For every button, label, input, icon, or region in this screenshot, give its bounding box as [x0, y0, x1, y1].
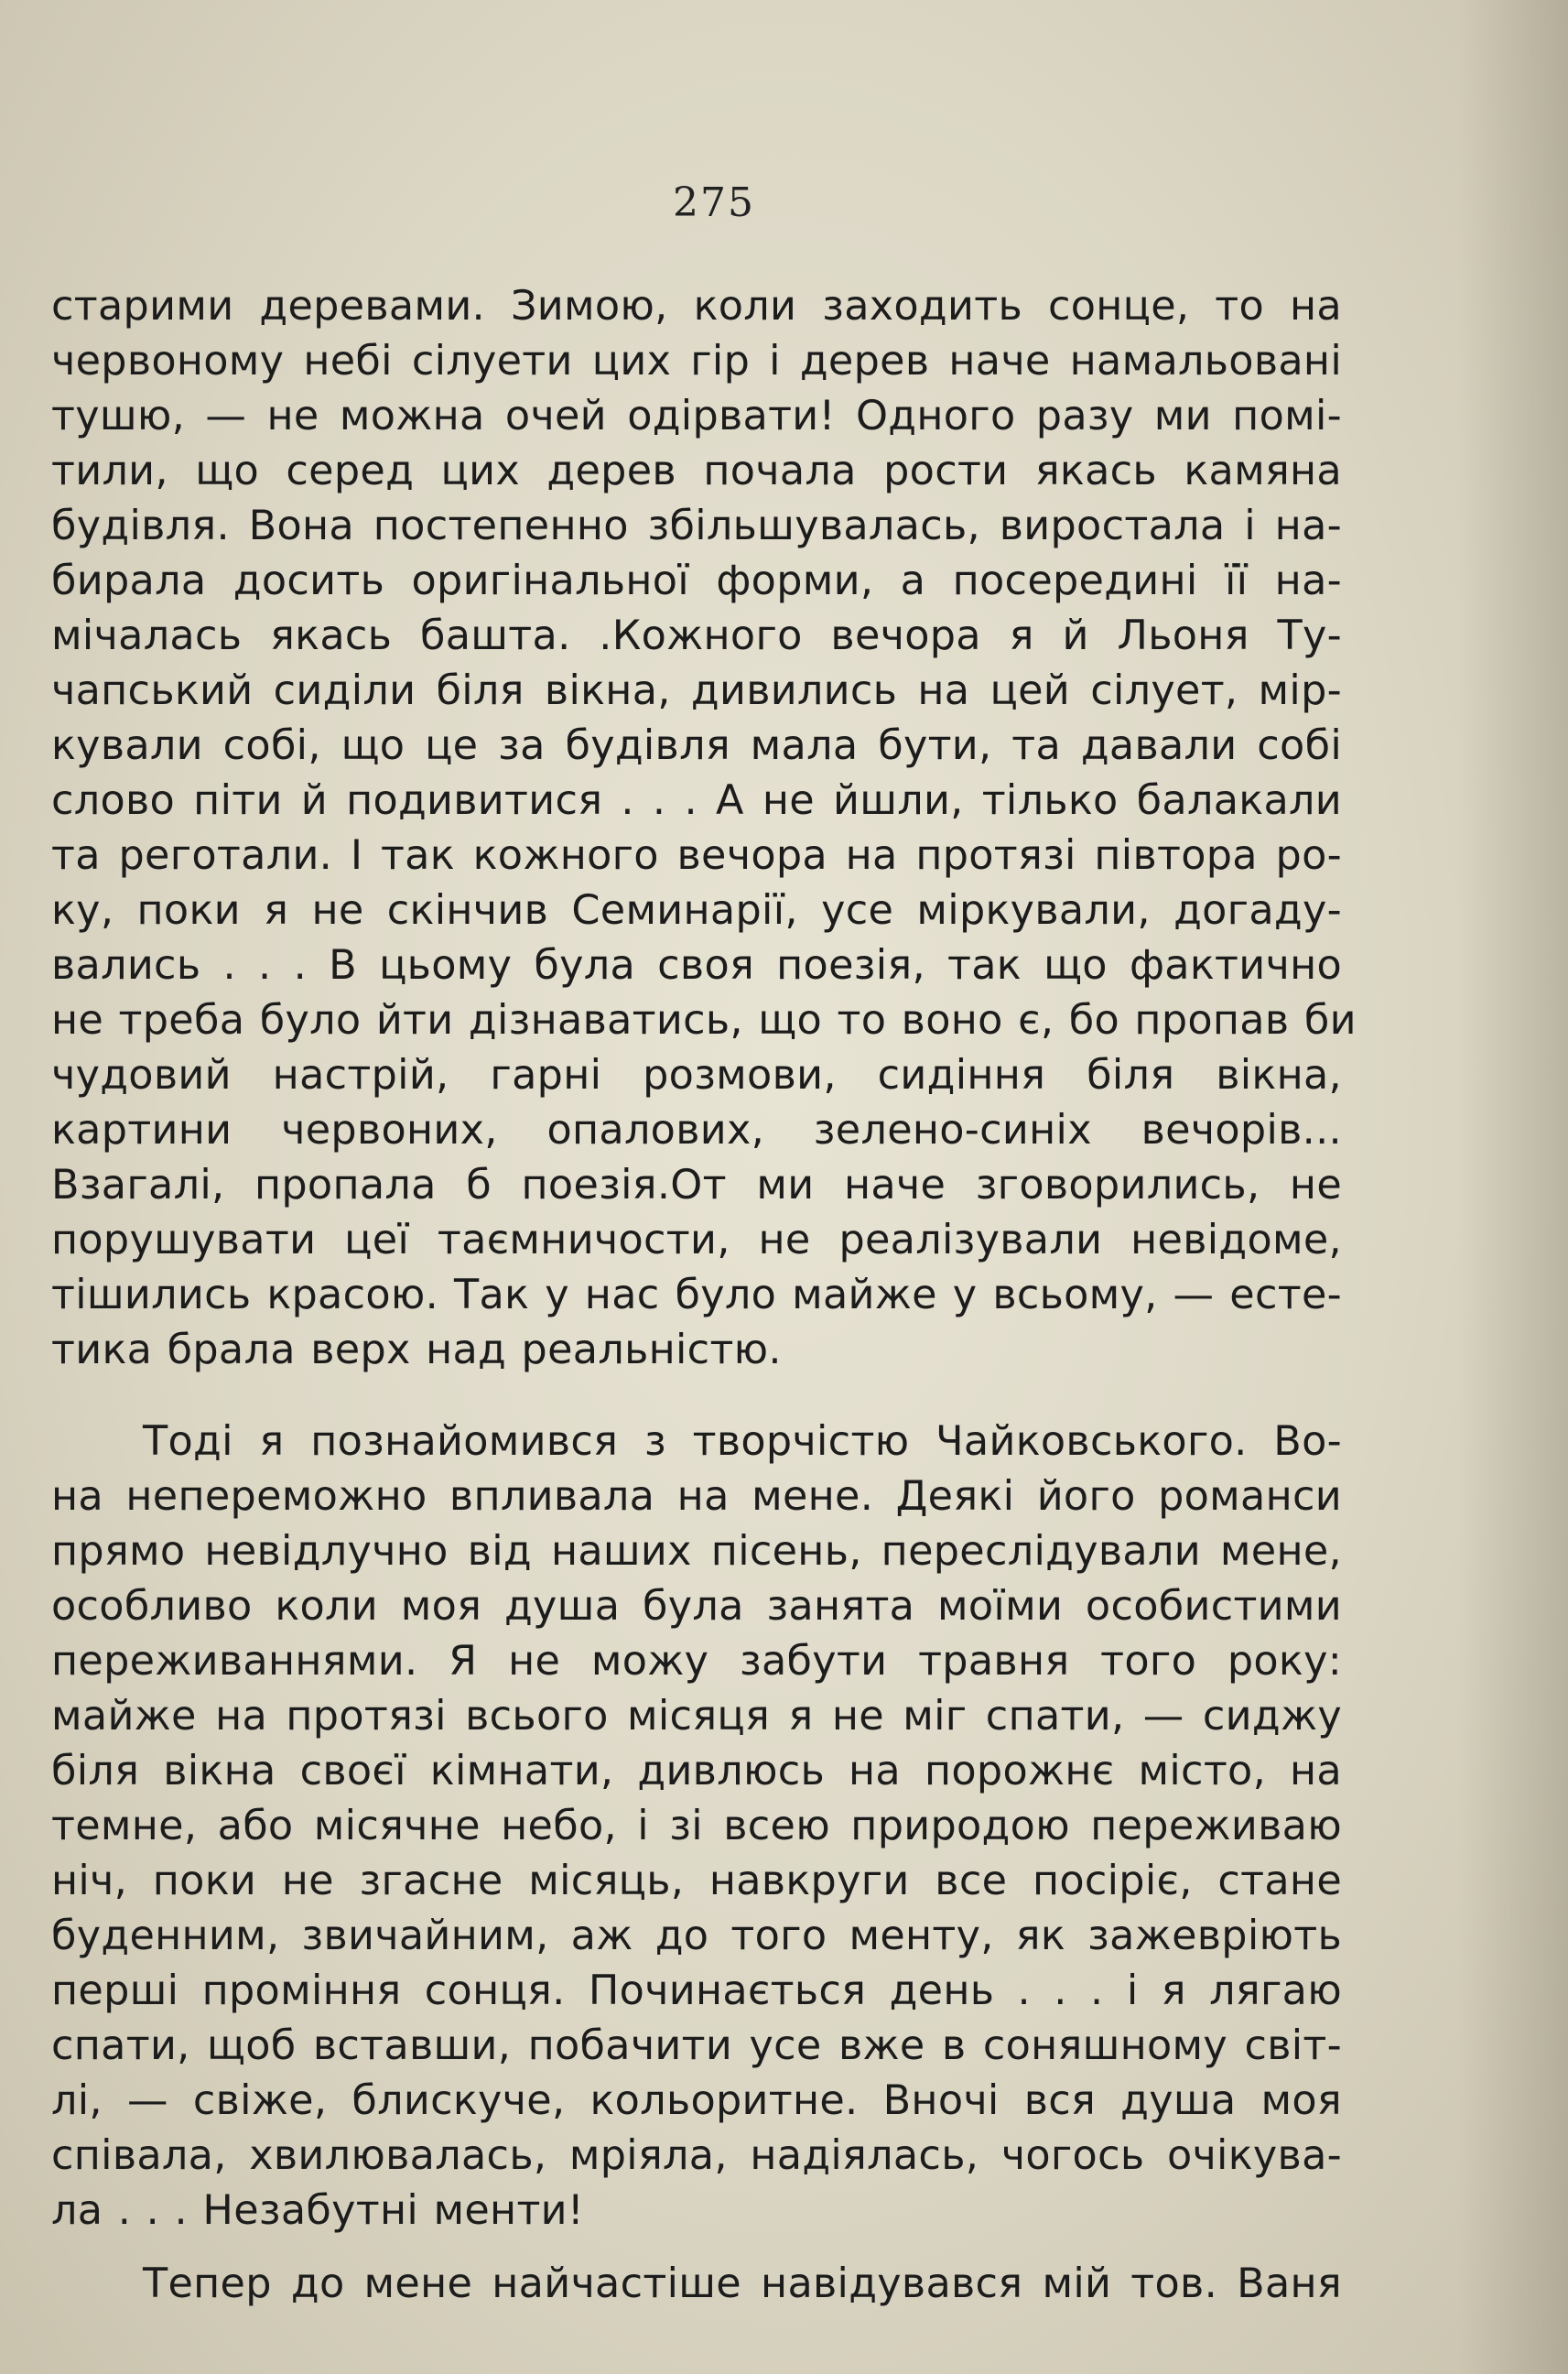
- text-line: ла . . . Незабутні менти!: [51, 2187, 585, 2234]
- text-line: лі, — свіже, блискуче, кольоритне. Вночі вся душа моя: [51, 2077, 1342, 2124]
- text-line: мічалась якась башта. .Кожного вечора я й Льоня Ту-: [51, 612, 1342, 659]
- text-line: особливо коли моя душа була занята моїми особистими: [51, 1583, 1342, 1630]
- text-line: ку, поки я не скінчив Семинарії, усе міркували, догаду-: [51, 887, 1342, 934]
- text-line: спати, щоб вставши, побачити усе вже в соняшному світ-: [51, 2022, 1342, 2069]
- text-line: перші проміння сонця. Починається день . . . і я лягаю: [51, 1967, 1342, 2014]
- text-line: порушувати цеї таємничости, не реалізували невідоме,: [51, 1217, 1342, 1263]
- text-line: кували собі, що це за будівля мала бути, та давали собі: [51, 722, 1342, 769]
- text-line: Тоді я познайомився з творчістю Чайковського. Во-: [143, 1418, 1342, 1465]
- text-line: тили, що серед цих дерев почала рости якась камяна: [51, 448, 1342, 494]
- text-line: ніч, поки не згасне місяць, навкруги все посіріє, стане: [51, 1858, 1342, 1904]
- paragraph-gap: [51, 1378, 1342, 1415]
- text-line: картини червоних, опалових, зелено-синіх вечорів...: [51, 1107, 1342, 1154]
- text-line: Взагалі, пропала б поезія.От ми наче зговорились, не: [51, 1162, 1342, 1209]
- text-line: співала, хвилювалась, мріяла, надіялась, чогось очікува-: [51, 2132, 1342, 2179]
- text-line: вались . . . В цьому була своя поезія, так що фактично: [51, 942, 1342, 989]
- text-line: Тепер до мене найчастіше навідувався мій тов. Ваня: [143, 2260, 1342, 2307]
- text-line: червоному небі сілуети цих гір і дерев наче намальовані: [51, 338, 1342, 385]
- text-line: не треба було йти дізнаватись, що то воно є, бо пропав би: [51, 997, 1357, 1044]
- text-line: переживаннями. Я не можу забути травня того року:: [51, 1638, 1342, 1685]
- text-line: бирала досить оригінальної форми, а посередині її на-: [51, 558, 1342, 604]
- text-line: темне, або місячне небо, і зі всею природою переживаю: [51, 1803, 1342, 1849]
- paragraph-gap: [51, 2238, 1342, 2257]
- text-line: майже на протязі всього місяця я не міг спати, — сиджу: [51, 1693, 1342, 1740]
- page-number: 275: [673, 179, 755, 226]
- text-line: тішились красою. Так у нас було майже у всьому, — есте-: [51, 1272, 1342, 1318]
- text-line: біля вікна своєї кімнати, дивлюсь на порожнє місто, на: [51, 1748, 1342, 1794]
- text-line: прямо невідлучно від наших пісень, переслідували мене,: [51, 1528, 1342, 1575]
- text-line: чапський сиділи біля вікна, дивились на цей сілует, мір-: [51, 667, 1342, 714]
- page-shadow: [1458, 0, 1568, 2374]
- text-line: слово піти й подивитися . . . А не йшли, тілько балакали: [51, 777, 1342, 824]
- body-text: [51, 279, 1357, 2312]
- paragraph-1: [51, 279, 1357, 1378]
- text-line: чудовий настрій, гарні розмови, сидіння біля вікна,: [51, 1052, 1342, 1099]
- paragraph-2: [51, 1415, 1342, 2238]
- text-line: будівля. Вона постепенно збільшувалась, виростала і на-: [51, 503, 1342, 549]
- text-line: тушю, — не можна очей одірвати! Одного разу ми помі-: [51, 393, 1342, 439]
- text-line: буденним, звичайним, аж до того менту, як зажевріють: [51, 1913, 1342, 1959]
- text-line: на непереможно впливала на мене. Деякі його романси: [51, 1473, 1342, 1520]
- text-line: та реготали. І так кожного вечора на протязі півтора ро-: [51, 832, 1342, 879]
- text-line: тика брала верх над реальністю.: [51, 1327, 782, 1373]
- text-line: старими деревами. Зимою, коли заходить сонце, то на: [51, 283, 1342, 330]
- paragraph-3: [51, 2257, 1342, 2312]
